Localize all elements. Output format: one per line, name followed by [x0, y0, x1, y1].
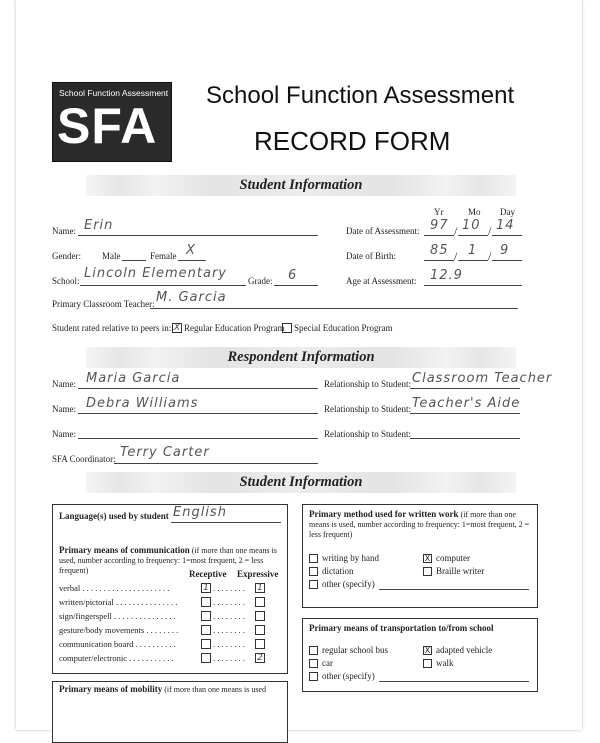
written-note: (if more than one means is used, number according to frequency: 1=most frequent, 2 = less frequent) [309, 510, 530, 539]
coordinator-label: SFA Coordinator: [52, 454, 116, 464]
comm-expressive-box[interactable] [255, 625, 265, 635]
comm-row: computer/electronic . . . . . . . . . . . [59, 653, 174, 663]
date-assessment-label: Date of Assessment: [346, 226, 420, 236]
school-field[interactable]: Lincoln Elementary [84, 266, 228, 281]
regular-ed-checkbox[interactable]: X [173, 323, 181, 333]
col-yr: Yr [434, 207, 444, 217]
receptive-label: Receptive [189, 569, 227, 579]
respondent-info-heading: Respondent Information [227, 349, 375, 365]
comm-row: gesture/body movements . . . . . . . . [59, 625, 179, 635]
checkbox: X [424, 554, 431, 564]
date-birth-label: Date of Birth: [346, 251, 396, 261]
written-option[interactable]: Braille writer [423, 566, 484, 576]
logo-big-text: SFA [57, 98, 158, 154]
birth-mo-field[interactable]: 1 [468, 243, 478, 258]
logo-small-text: School Function Assessment [59, 88, 169, 98]
teacher-label: Primary Classroom Teacher: [52, 299, 155, 309]
mobility-section [59, 684, 266, 694]
comm-expressive-box[interactable] [255, 611, 265, 621]
checkbox [309, 554, 318, 563]
coordinator-field[interactable]: Terry Carter [120, 445, 210, 460]
gender-label: Gender: [52, 251, 81, 261]
comm-expressive-box[interactable] [255, 597, 265, 607]
mobility-title: Primary means of mobility [59, 684, 163, 694]
comm-receptive-box[interactable] [201, 653, 211, 663]
student-info2-band [86, 472, 516, 493]
respondent-name-label: Name: [52, 429, 76, 439]
regular-ed-label: Regular Education Program [184, 323, 285, 333]
communication-box: Language(s) used by student English Primary means of communication (if more than one means is used, number according to frequency: 1=most frequent, 2 = less frequent) Receptive Expressive verbal . . . . . . . . . . . . . . . . . . . . . 1 . . . . . . . . 1 written/pictorial . . . . . . . . . . . . . . . . . . . . . . . sign/fingerspell . . . . . . . . . . . . . . . . . . . . . . . gesture/body movements . . . . . . . . . . . . . . . . communication board . . . . . . . . . . . . . . . . . . computer/electronic . . . . . . . . . . . . . . . . . . . 2 [52, 504, 288, 674]
assessment-yr-field[interactable]: 97 [430, 218, 449, 233]
comm-receptive-box[interactable] [201, 639, 211, 649]
written-option[interactable]: X computer [424, 553, 470, 564]
student-info2-heading: Student Information [239, 474, 363, 490]
comm-row: written/pictorial . . . . . . . . . . . . . . . [59, 597, 178, 607]
transport-option[interactable]: walk [423, 658, 454, 668]
special-ed-label: Special Education Program [294, 323, 393, 333]
comm-title: Primary means of communication [59, 545, 190, 555]
written-option[interactable]: writing by hand [309, 553, 379, 563]
female-label: Female [150, 251, 177, 261]
transport-box [302, 618, 538, 692]
name-label: Name: [52, 226, 76, 236]
expressive-label: Expressive [237, 569, 279, 579]
comm-receptive-box[interactable]: 1 [201, 583, 211, 593]
mobility-box [52, 681, 288, 743]
comm-receptive-box[interactable] [201, 625, 211, 635]
checkbox [309, 646, 318, 655]
comm-row-label: sign/fingerspell [59, 611, 112, 621]
checkbox [309, 672, 318, 681]
respondent-name-label: Name: [52, 379, 76, 389]
sfa-logo [52, 82, 172, 162]
student-info-heading: Student Information [239, 177, 363, 193]
comm-receptive-box[interactable] [201, 611, 211, 621]
birth-day-field[interactable]: 9 [500, 243, 510, 258]
respondent-1-name[interactable]: Maria Garcia [86, 371, 181, 386]
relationship-label: Relationship to Student: [324, 404, 411, 414]
written-section [309, 509, 531, 540]
grade-field[interactable]: 6 [288, 268, 298, 283]
transport-option[interactable]: X adapted vehicle [424, 645, 493, 656]
female-field[interactable]: X [186, 243, 196, 258]
respondent-1-relationship[interactable]: Classroom Teacher [412, 371, 553, 386]
grade-label: Grade: [248, 276, 273, 286]
comm-receptive-box[interactable] [201, 597, 211, 607]
relationship-label: Relationship to Student: [324, 429, 411, 439]
rated-label: Student rated relative to peers in: [52, 323, 172, 333]
transport-title: Primary means of transportation to/from school [309, 623, 494, 633]
form-subtitle: RECORD FORM [254, 126, 451, 156]
comm-note: (if more than one means is used, number according to frequency: 1=most frequent, 2 = less frequent) [59, 546, 277, 575]
checkbox [423, 659, 432, 668]
comm-row: verbal . . . . . . . . . . . . . . . . . . . . . [59, 583, 170, 593]
student-name-field[interactable]: Erin [84, 218, 114, 233]
age-field[interactable]: 12.9 [430, 268, 463, 283]
teacher-field[interactable]: M. Garcia [156, 290, 227, 305]
male-label: Male [102, 251, 121, 261]
checkbox: X [424, 646, 431, 656]
language-field[interactable]: English [173, 505, 227, 520]
col-mo: Mo [468, 207, 481, 217]
written-title: Primary method used for written work [309, 509, 459, 519]
respondent-name-label: Name: [52, 404, 76, 414]
comm-row: sign/fingerspell . . . . . . . . . . . . . . . [59, 611, 176, 621]
written-option[interactable]: dictation [309, 566, 354, 576]
written-option[interactable]: other (specify) [309, 579, 375, 589]
school-label: School: [52, 276, 80, 286]
comm-expressive-box[interactable] [255, 639, 265, 649]
assessment-mo-field[interactable]: 10 [462, 218, 481, 233]
form-title: School Function Assessment [206, 82, 515, 109]
transport-option[interactable]: regular school bus [309, 645, 388, 655]
comm-row: communication board . . . . . . . . . . [59, 639, 176, 649]
relationship-label: Relationship to Student: [324, 379, 411, 389]
comm-row-label: written/pictorial [59, 597, 114, 607]
comm-row-label: gesture/body movements [59, 625, 145, 635]
checkbox [309, 567, 318, 576]
comm-expressive-box[interactable]: 1 [255, 583, 265, 593]
transport-option[interactable]: other (specify) [309, 671, 375, 681]
comm-row-label: verbal [59, 583, 81, 593]
written-work-box [302, 504, 538, 608]
respondent-2-name[interactable]: Debra Williams [86, 396, 199, 411]
mobility-note: (if more than one means is used [164, 685, 266, 694]
special-ed-checkbox[interactable] [282, 323, 292, 333]
comm-expressive-box[interactable]: 2 [255, 653, 265, 663]
checkbox [309, 580, 318, 589]
checkbox [423, 567, 432, 576]
age-label: Age at Assessment: [346, 276, 417, 286]
assessment-day-field[interactable]: 14 [496, 218, 515, 233]
record-form-page: School Function Assessment SFA School Function Assessment RECORD FORM Student Information Yr Mo Day Name: Erin Date of Assessment: 97 / 10 / 14 Gender: Male Female X Date of Birth: 85 / 1 / 9 School: Lincoln Elementary Grade: 6 Age at Assessment: 12.9 Primary Classroom Teacher: M. Garcia Student rated relative to peers in: X Regular Education Program Special Education Program Respondent Information Name: Maria Garcia Relationship to Student: Classroom Teacher Name: Debra Williams Relationship to Student: Teacher's Aide Name: Relationship to Student: SFA Coordinator: Terry Carter Student Information Language(s) used by student English Primary means of communication (if more than one means is used, number according to frequency: 1=most frequent, 2 = less frequent) Receptive Expressive verbal . . . . . . . . . . . . . . . . . . . . . 1 . . . . . . . . 1 written/pictorial . . . . . . . . . . . . . . . . . . . . . . . sign/fingerspell . . . . . . . . . . . . . . . . . . . . . . . gesture/body movements . . . . . . . . . . . . . . . . communication board . . . . . . . . . . . . . . . . . . computer/electronic . . . . . . . . . . . . . . . . . . . 2 Primary means of mobility (if more than one means is used Primary method used for written work (if more than one means is used, number according to frequency: 1=most frequent, 2 = less frequent) writing by hand X computer dictation Braille writer other (specify) Primary means of transportation to/from school regular school bus X adapted vehicle car walk other (specify) [16, 0, 582, 730]
comm-row-label: communication board [59, 639, 134, 649]
comm-row-label: computer/electronic [59, 653, 127, 663]
language-label: Language(s) used by student [59, 511, 169, 521]
respondent-info-band [86, 347, 516, 368]
checkbox [309, 659, 318, 668]
respondent-2-relationship[interactable]: Teacher's Aide [412, 396, 521, 411]
birth-yr-field[interactable]: 85 [430, 243, 449, 258]
student-info-band [86, 175, 516, 196]
transport-option[interactable]: car [309, 658, 333, 668]
col-day: Day [500, 207, 515, 217]
